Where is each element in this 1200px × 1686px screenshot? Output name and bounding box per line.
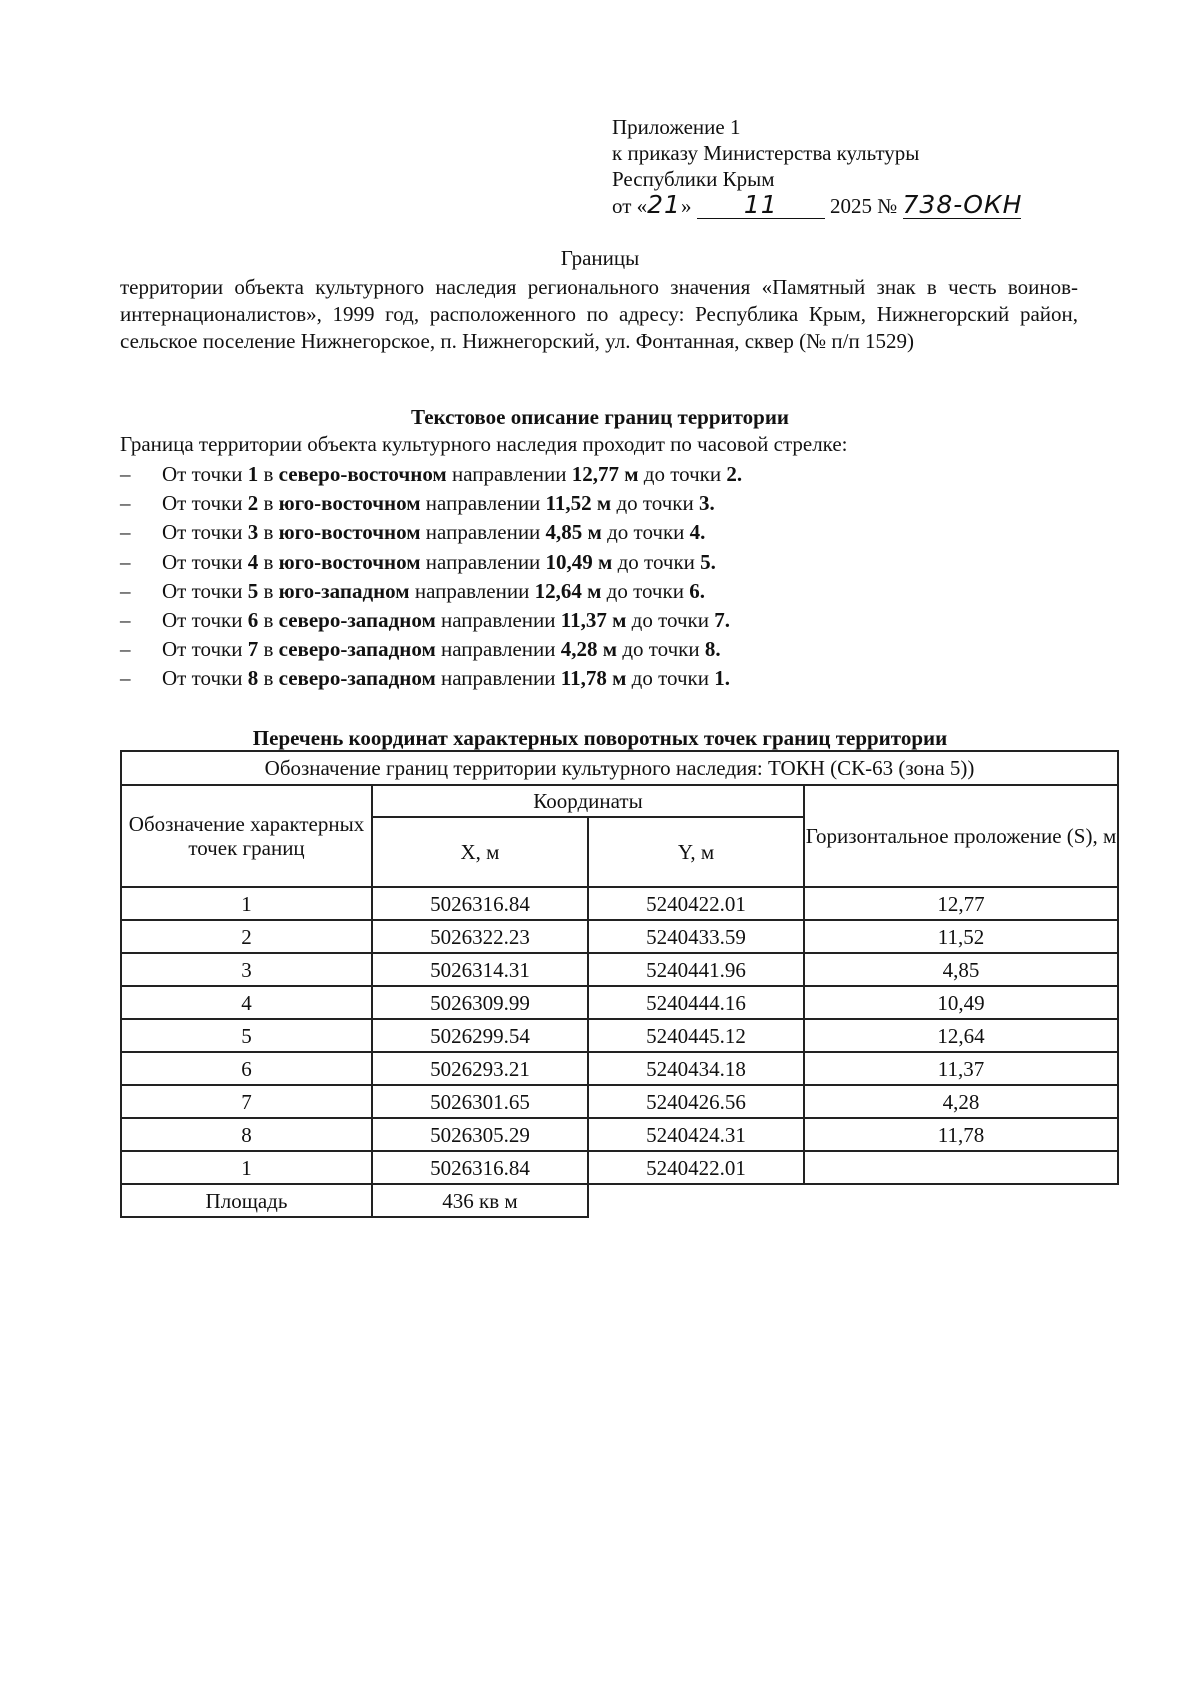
item-text: в [258,462,279,486]
cell-y: 5240433.59 [588,920,804,953]
item-to-point: 3 [699,491,710,516]
date-mid: » [680,194,692,218]
table-row [121,1151,1118,1184]
table-area-row [121,1184,1118,1217]
boundary-item [120,460,742,489]
item-direction: юго-западном [278,578,410,603]
item-to-point: 4 [689,520,701,545]
table-row [121,986,1118,1019]
item-direction: юго-восточном [278,491,421,516]
cell-x: 5026314.31 [372,953,588,986]
dash-bullet: – [120,578,131,603]
table-row [121,920,1118,953]
cell-x: 5026305.29 [372,1118,588,1151]
boundary-item [120,518,742,547]
table-row [121,953,1118,986]
table-header-row [121,785,1118,817]
coords-section-title: Перечень координат характерных поворотных точек границ территории [252,726,948,750]
table-zone-row [121,751,1118,785]
dash-bullet: – [120,549,131,574]
cell-point: 2 [121,920,372,953]
date-month-handwritten: 11 [743,190,778,219]
item-text: до точки [601,520,690,545]
table-row [121,1085,1118,1118]
boundary-item [120,664,742,693]
item-from-point: 4 [247,549,259,574]
item-end: . [724,608,730,633]
cell-y: 5240441.96 [588,953,804,986]
cell-y: 5240445.12 [588,1019,804,1052]
appendix-line-1: Приложение 1 [612,115,741,139]
boundary-item [120,577,742,606]
appendix-line-2: к приказу Министерства культуры [612,141,920,165]
area-label: Площадь [121,1184,372,1217]
table-row [121,1118,1118,1151]
table-row [121,1052,1118,1085]
item-distance: 4,28 м [560,637,618,662]
item-text: до точки [601,578,690,603]
item-text: От точки [162,608,248,633]
item-to-point: 7 [714,608,725,633]
item-from-point: 8 [247,666,259,691]
cell-distance: 4,85 [804,953,1118,986]
item-text: до точки [638,462,727,486]
item-text: до точки [612,549,701,574]
item-text: в [258,520,279,545]
item-text: в [258,666,279,691]
boundary-item [120,489,742,518]
date-day-handwritten: 21 [647,190,681,219]
item-from-point: 3 [247,520,259,545]
item-text: до точки [626,608,715,633]
cell-x: 5026299.54 [372,1019,588,1052]
cell-y: 5240422.01 [588,1151,804,1184]
date-prefix: от « [612,194,648,218]
item-distance: 12,77 м [571,462,639,486]
cell-distance: 4,28 [804,1085,1118,1118]
header-y: Y, м [588,817,804,887]
cell-y: 5240422.01 [588,887,804,920]
dash-bullet: – [120,520,131,545]
boundary-item [120,548,742,577]
item-to-point: 8 [704,637,716,662]
cell-x: 5026301.65 [372,1085,588,1118]
header-horizontal-distance: Горизонтальное проложение (S), м [804,785,1118,887]
item-text: направлении [420,491,546,516]
area-value: 436 кв м [372,1184,588,1217]
item-direction: северо-западном [278,608,436,633]
item-from-point: 5 [247,578,259,603]
table-row [121,887,1118,920]
cell-point: 6 [121,1052,372,1085]
item-from-point: 1 [247,462,259,486]
item-distance: 11,52 м [545,491,612,516]
item-to-point: 2 [726,462,737,486]
item-end: . [699,578,705,603]
item-end: . [715,637,721,662]
appendix-block [612,114,1021,219]
item-text: направлении [409,578,535,603]
item-text: в [258,491,279,516]
item-text: в [258,578,279,603]
item-distance: 12,64 м [534,578,602,603]
zone-label-cell: Обозначение границ территории культурного наследия: ТОКН (СК-63 (зона 5)) [121,751,1118,785]
item-text: направлении [446,462,572,486]
item-from-point: 6 [247,608,259,633]
item-text: до точки [626,666,715,691]
item-text: направлении [420,520,546,545]
item-text: направлении [435,637,561,662]
item-text: От точки [162,549,248,574]
cell-point: 7 [121,1085,372,1118]
cell-point: 5 [121,1019,372,1052]
cell-y: 5240444.16 [588,986,804,1019]
item-text: От точки [162,462,248,486]
item-text: От точки [162,637,248,662]
item-text: в [258,608,279,633]
header-coordinates: Координаты [372,785,804,817]
table-row [121,1019,1118,1052]
dash-bullet: – [120,666,131,691]
item-direction: юго-восточном [278,520,421,545]
text-section-title: Текстовое описание границ территории [410,405,790,429]
cell-distance: 11,52 [804,920,1118,953]
item-direction: северо-восточном [278,462,447,486]
item-text: направлении [435,608,561,633]
item-text: направлении [435,666,561,691]
item-text: От точки [162,491,248,516]
coordinates-table [120,750,1119,1218]
item-end: . [709,491,715,516]
object-description: территории объекта культурного наследия регионального значения «Памятный знак в честь воинов-интернационалистов», 1999 год, расположенного по адресу: Республика Крым, Нижнегорский район, сельское поселение Нижнегорское, п. Нижнегорский, ул. Фонтанная, сквер (№ п/п 1529) [120,275,1078,353]
item-end: . [724,666,730,691]
item-text: направлении [420,549,546,574]
cell-x: 5026309.99 [372,986,588,1019]
cell-y: 5240424.31 [588,1118,804,1151]
cell-y: 5240434.18 [588,1052,804,1085]
date-month-field [697,190,825,219]
cell-distance: 11,78 [804,1118,1118,1151]
boundary-description-list [120,460,742,694]
item-to-point: 1 [714,666,725,691]
order-number-handwritten: 738-ОКН [902,190,1023,219]
item-direction: северо-западном [278,666,436,691]
item-text: От точки [162,520,248,545]
cell-distance: 11,37 [804,1052,1118,1085]
dash-bullet: – [120,491,131,516]
item-text: в [258,549,279,574]
dash-bullet: – [120,637,131,662]
empty-cell [588,1184,1118,1217]
appendix-line-3: Республики Крым [612,167,775,191]
item-distance: 11,37 м [560,608,627,633]
boundary-item [120,606,742,635]
item-distance: 4,85 м [545,520,602,545]
item-direction: северо-западном [278,637,436,662]
item-to-point: 5 [700,549,711,574]
date-year: 2025 № [829,194,898,218]
item-end: . [700,520,706,545]
item-distance: 10,49 м [545,549,613,574]
item-to-point: 6 [689,578,700,603]
item-text: От точки [162,666,248,691]
cell-y: 5240426.56 [588,1085,804,1118]
dash-bullet: – [120,608,131,633]
cell-x: 5026316.84 [372,887,588,920]
cell-point: 1 [121,1151,372,1184]
dash-bullet: – [120,462,131,486]
item-text: в [258,637,279,662]
item-end: . [736,462,743,486]
item-end: . [710,549,716,574]
item-text: до точки [611,491,699,516]
cell-point: 4 [121,986,372,1019]
cell-x: 5026316.84 [372,1151,588,1184]
cell-x: 5026293.21 [372,1052,588,1085]
header-points: Обозначение характерных точек границ [121,785,372,887]
item-direction: юго-восточном [278,549,421,574]
document-title: Границы [560,246,640,270]
header-x: X, м [372,817,588,887]
cell-distance: 12,77 [804,887,1118,920]
item-text: до точки [617,637,705,662]
cell-distance: 10,49 [804,986,1118,1019]
cell-point: 3 [121,953,372,986]
item-from-point: 7 [247,637,259,662]
item-from-point: 2 [247,491,259,516]
order-date-line [612,192,1021,219]
cell-distance: 12,64 [804,1019,1118,1052]
cell-point: 8 [121,1118,372,1151]
item-text: От точки [162,578,248,603]
text-section-intro: Граница территории объекта культурного наследия проходит по часовой стрелке: [120,432,848,456]
item-distance: 11,78 м [560,666,627,691]
cell-x: 5026322.23 [372,920,588,953]
boundary-item [120,635,742,664]
cell-distance [804,1151,1118,1184]
order-number-field [902,190,1023,219]
cell-point: 1 [121,887,372,920]
